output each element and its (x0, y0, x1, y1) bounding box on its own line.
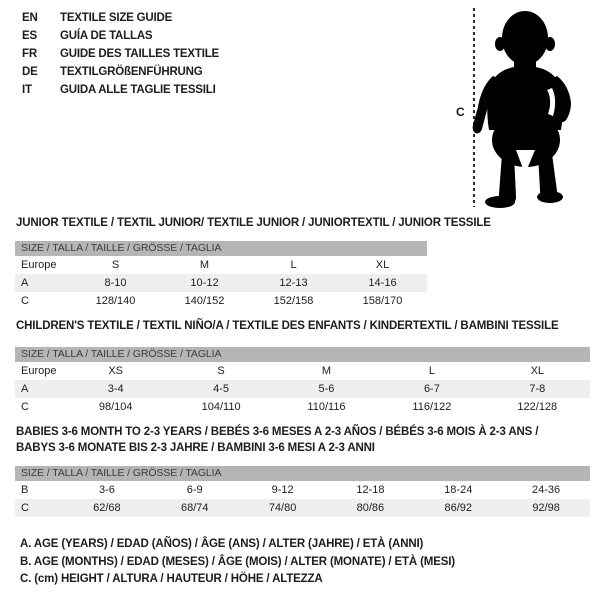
toddler-silhouette-image (455, 4, 595, 214)
age-cell: 24-36 (532, 484, 561, 496)
language-row-it (22, 81, 219, 99)
height-cell: 86/92 (444, 502, 472, 514)
guide-title-es: GUÍA DE TALLAS (60, 30, 153, 42)
row-label: C (21, 295, 29, 307)
size-cell: L (428, 365, 435, 377)
size-cell: XL (530, 365, 545, 377)
age-cell: 12-13 (279, 277, 308, 289)
age-cell: 5-6 (318, 383, 335, 395)
language-row-de (22, 63, 219, 81)
guide-title-en: TEXTILE SIZE GUIDE (60, 12, 173, 24)
children-section-title: CHILDREN'S TEXTILE / TEXTIL NIÑO/A / TEXTILE DES ENFANTS / KINDERTEXTIL / BAMBINI TESSILE (16, 320, 559, 332)
size-cell: L (290, 259, 297, 271)
row-label: C (21, 502, 29, 514)
junior-size-table (15, 241, 427, 310)
row-label: A (21, 277, 29, 289)
row-label: Europe (21, 365, 57, 377)
language-code: DE (22, 66, 38, 78)
height-measure-label: C (456, 105, 465, 119)
babies-size-table (15, 466, 590, 517)
age-cell: 14-16 (368, 277, 397, 289)
table-row-europe (15, 256, 427, 274)
age-cell: 7-8 (529, 383, 546, 395)
row-label: Europe (21, 259, 57, 271)
table-row-age-years (15, 274, 427, 292)
babies-title-line-2: BABYS 3-6 MONATE BIS 2-3 JAHRE / BAMBINI 3-6 MESI A 2-3 ANNI (16, 442, 375, 454)
height-cell: 152/158 (273, 295, 314, 307)
babies-section-title (16, 424, 538, 456)
language-row-en (22, 9, 219, 27)
language-code: ES (22, 30, 37, 42)
size-cell: M (321, 365, 332, 377)
guide-title-de: TEXTILGRÖßENFÜHRUNG (60, 66, 203, 78)
table-row-europe (15, 362, 590, 380)
language-row-es (22, 27, 219, 45)
language-code: IT (22, 84, 32, 96)
row-label: C (21, 401, 29, 413)
age-cell: 6-9 (186, 484, 203, 496)
age-cell: 4-5 (213, 383, 230, 395)
footnote-age-years: A. AGE (YEARS) / EDAD (AÑOS) / ÂGE (ANS) / ALTER (JAHRE) / ETÀ (ANNI) (20, 538, 424, 550)
height-cell: 116/122 (412, 401, 452, 413)
guide-title-it: GUIDA ALLE TAGLIE TESSILI (60, 84, 216, 96)
age-cell: 6-7 (423, 383, 440, 395)
height-cell: 80/86 (356, 502, 385, 514)
height-cell: 92/98 (532, 502, 560, 514)
age-cell: 12-18 (356, 484, 385, 496)
height-cell: 110/116 (307, 401, 346, 413)
height-cell: 128/140 (95, 295, 136, 307)
footnote-height: C. (cm) HEIGHT / ALTURA / HAUTEUR / HÖHE / ALTEZZA (20, 573, 323, 585)
height-cell: 158/170 (362, 295, 403, 307)
size-cell: XL (375, 259, 390, 271)
table-row-height-cm (15, 398, 590, 416)
junior-section-title: JUNIOR TEXTILE / TEXTIL JUNIOR/ TEXTILE JUNIOR / JUNIORTEXTIL / JUNIOR TESSILE (16, 217, 491, 229)
size-cell: M (199, 259, 210, 271)
size-cell: S (217, 365, 225, 377)
guide-title-fr: GUIDE DES TAILLES TEXTILE (60, 48, 219, 60)
table-row-age-months (15, 481, 590, 499)
language-code: FR (22, 48, 37, 60)
children-size-table (15, 347, 590, 416)
age-cell: 3-6 (98, 484, 115, 496)
row-label: B (21, 484, 29, 496)
junior-size-header-bar: SIZE / TALLA / TAILLE / GRÖSSE / TAGLIA (15, 241, 427, 256)
age-cell: 3-4 (107, 383, 124, 395)
height-cell: 98/104 (98, 401, 133, 413)
babies-size-header-bar: SIZE / TALLA / TAILLE / GRÖSSE / TAGLIA (15, 466, 590, 481)
legend-footnotes (20, 536, 455, 589)
footnote-age-months: B. AGE (MONTHS) / EDAD (MESES) / ÂGE (MOIS) / ALTER (MONATE) / ETÀ (MESI) (20, 555, 455, 568)
height-cell: 140/152 (184, 295, 225, 307)
language-row-fr (22, 45, 219, 63)
table-row-height-cm (15, 499, 590, 517)
age-cell: 18-24 (444, 484, 473, 496)
table-row-height-cm (15, 292, 427, 310)
table-row-age-years (15, 380, 590, 398)
language-title-list (22, 9, 219, 99)
age-cell: 8-10 (104, 277, 127, 289)
size-cell: S (111, 259, 120, 271)
babies-title-line-1: BABIES 3-6 MONTH TO 2-3 YEARS / BEBÉS 3-6 MESES A 2-3 AÑOS / BÉBÉS 3-6 MOIS À 2-3 ANS / (16, 426, 539, 438)
language-code: EN (22, 12, 38, 24)
height-cell: 104/110 (201, 401, 241, 413)
height-cell: 62/68 (93, 502, 121, 514)
height-cell: 122/128 (517, 401, 558, 413)
size-cell: XS (108, 365, 124, 377)
height-cell: 74/80 (268, 502, 297, 514)
height-cell: 68/74 (180, 502, 209, 514)
age-cell: 10-12 (190, 277, 219, 289)
age-cell: 9-12 (271, 484, 294, 496)
row-label: A (21, 383, 29, 395)
children-size-header-bar: SIZE / TALLA / TAILLE / GRÖSSE / TAGLIA (15, 347, 590, 362)
